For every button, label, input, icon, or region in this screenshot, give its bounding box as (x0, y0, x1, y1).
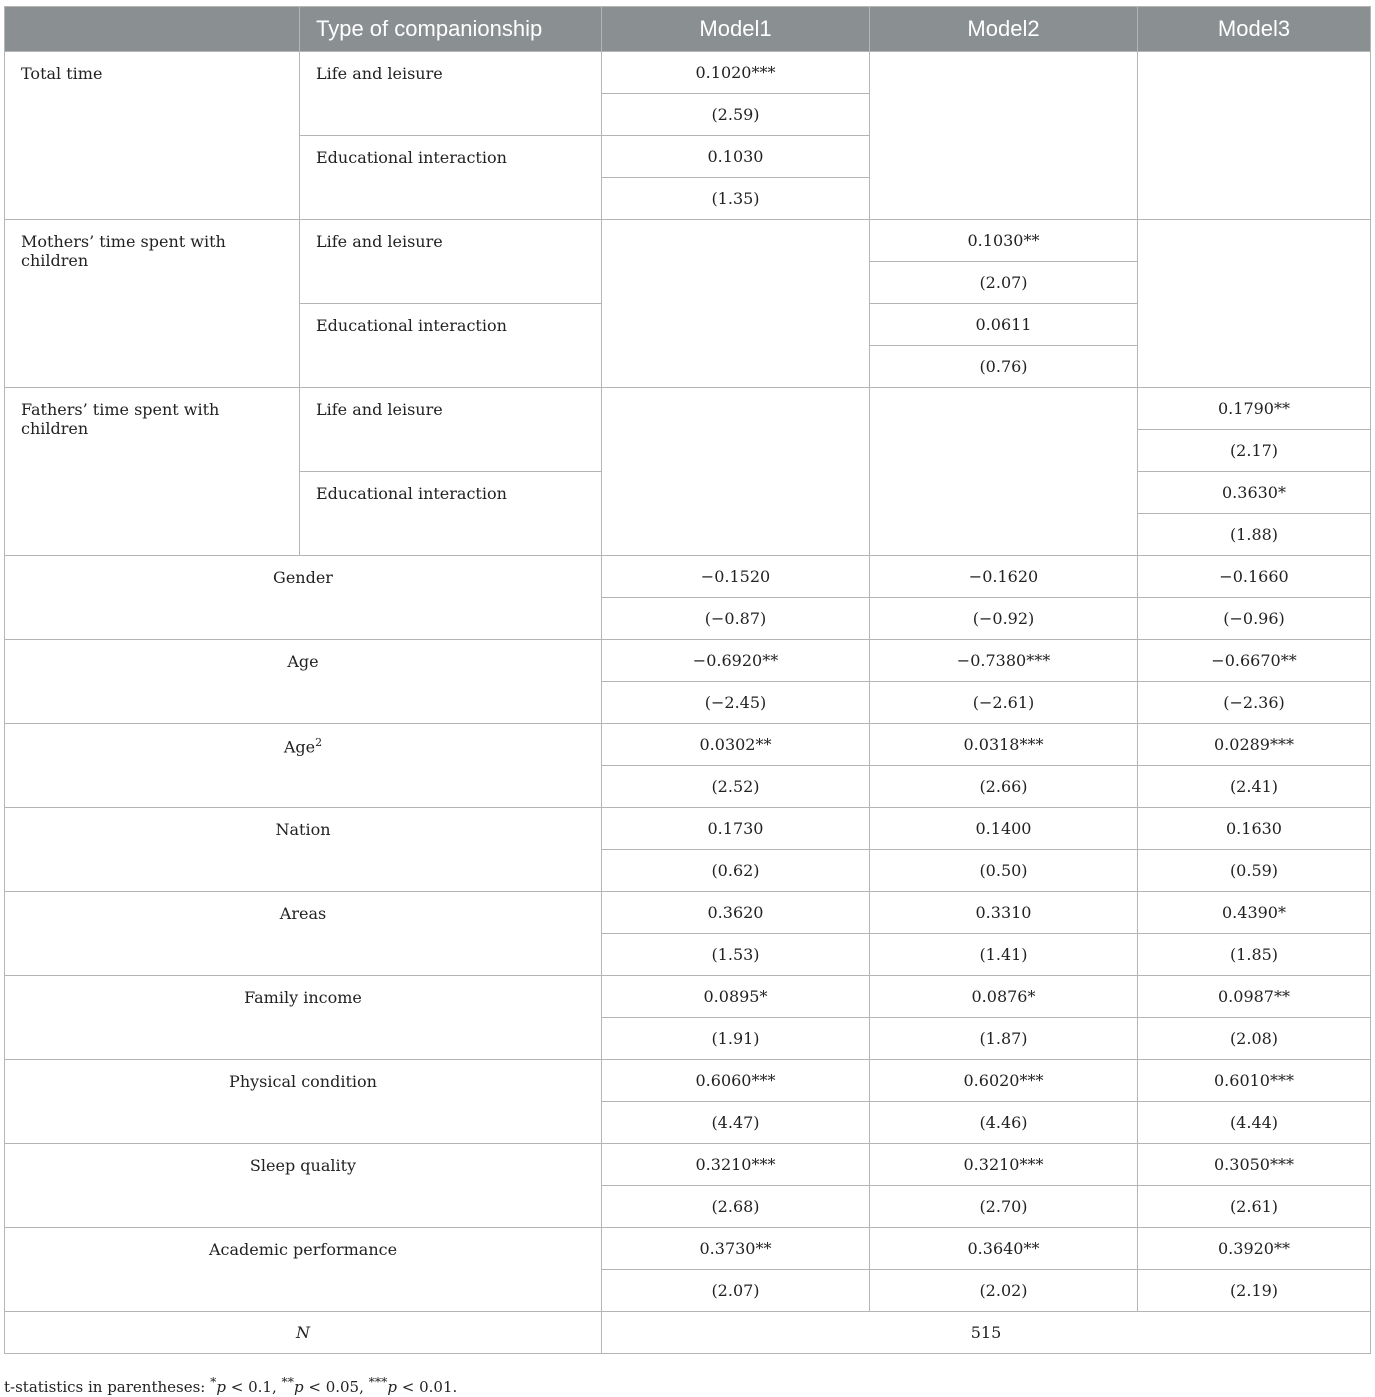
tstat-cell: (1.88) (1138, 514, 1371, 556)
table-footnote (4, 1374, 457, 1396)
n-row (5, 1312, 1371, 1354)
control-label-nation: Nation (5, 808, 602, 892)
coef-cell: 0.0987** (1138, 976, 1371, 1018)
tstat-cell: (2.68) (602, 1186, 870, 1228)
table-row (5, 1144, 1371, 1186)
superscript: 2 (315, 736, 323, 749)
empty-cell (602, 388, 870, 556)
footnote-cond-1: < 0.1, (225, 1378, 282, 1396)
tstat-cell: (0.50) (870, 850, 1138, 892)
coef-cell: 0.3630* (1138, 472, 1371, 514)
header-model3: Model3 (1138, 7, 1371, 52)
control-label-age-squared (5, 724, 602, 808)
empty-cell (870, 52, 1138, 220)
tstat-cell: (0.62) (602, 850, 870, 892)
footnote-prefix: t-statistics in parentheses: (4, 1378, 211, 1396)
footnote-star-2: ** (281, 1374, 294, 1389)
tstat-cell: (1.53) (602, 934, 870, 976)
control-label-areas: Areas (5, 892, 602, 976)
type-label: Educational interaction (300, 136, 602, 220)
tstat-cell: (1.35) (602, 178, 870, 220)
group-label-mothers-time: Mothers’ time spent with children (5, 220, 300, 388)
coef-cell: 0.6010*** (1138, 1060, 1371, 1102)
tstat-cell: (2.66) (870, 766, 1138, 808)
table-row (5, 220, 1371, 262)
coef-cell: 0.0318*** (870, 724, 1138, 766)
table-row (5, 640, 1371, 682)
type-label: Educational interaction (300, 472, 602, 556)
control-label-physical-condition: Physical condition (5, 1060, 602, 1144)
coef-cell: 0.1790** (1138, 388, 1371, 430)
tstat-cell: (2.52) (602, 766, 870, 808)
n-value: 515 (602, 1312, 1371, 1354)
coef-cell: 0.1030 (602, 136, 870, 178)
header-row (5, 7, 1371, 52)
coef-cell: 0.3310 (870, 892, 1138, 934)
coef-cell: −0.6670** (1138, 640, 1371, 682)
header-variable (5, 7, 300, 52)
type-label: Life and leisure (300, 220, 602, 304)
coef-cell: 0.0611 (870, 304, 1138, 346)
tstat-cell: (−0.87) (602, 598, 870, 640)
footnote-star-1: * (210, 1374, 217, 1389)
footnote-cond-2: < 0.05, (303, 1378, 369, 1396)
control-label-academic-performance: Academic performance (5, 1228, 602, 1312)
tstat-cell: (−2.45) (602, 682, 870, 724)
coef-cell: 0.1630 (1138, 808, 1371, 850)
group-label-fathers-time: Fathers’ time spent with children (5, 388, 300, 556)
table-row (5, 976, 1371, 1018)
footnote-p-2: p (293, 1378, 304, 1396)
coef-cell: 0.3640** (870, 1228, 1138, 1270)
tstat-cell: (4.44) (1138, 1102, 1371, 1144)
table-row (5, 556, 1371, 598)
tstat-cell: (−2.61) (870, 682, 1138, 724)
type-label: Life and leisure (300, 52, 602, 136)
coef-cell: 0.6020*** (870, 1060, 1138, 1102)
control-label-sleep-quality: Sleep quality (5, 1144, 602, 1228)
coef-cell: 0.6060*** (602, 1060, 870, 1102)
regression-table (4, 6, 1371, 1354)
coef-cell: −0.1620 (870, 556, 1138, 598)
coef-cell: 0.4390* (1138, 892, 1371, 934)
coef-cell: 0.0302** (602, 724, 870, 766)
coef-cell: 0.3210*** (870, 1144, 1138, 1186)
coef-cell: 0.3730** (602, 1228, 870, 1270)
type-label: Educational interaction (300, 304, 602, 388)
tstat-cell: (2.41) (1138, 766, 1371, 808)
tstat-cell: (−0.92) (870, 598, 1138, 640)
control-label-gender: Gender (5, 556, 602, 640)
tstat-cell: (2.02) (870, 1270, 1138, 1312)
coef-cell: 0.3620 (602, 892, 870, 934)
table-row (5, 892, 1371, 934)
tstat-cell: (2.59) (602, 94, 870, 136)
control-label-age: Age (5, 640, 602, 724)
coef-cell: 0.1020*** (602, 52, 870, 94)
coef-cell: 0.0895* (602, 976, 870, 1018)
table-row (5, 808, 1371, 850)
empty-cell (602, 220, 870, 388)
tstat-cell: (4.47) (602, 1102, 870, 1144)
tstat-cell: (1.41) (870, 934, 1138, 976)
tstat-cell: (1.85) (1138, 934, 1371, 976)
coef-cell: 0.1730 (602, 808, 870, 850)
coef-cell: 0.1030** (870, 220, 1138, 262)
header-model1: Model1 (602, 7, 870, 52)
coef-cell: 0.0876* (870, 976, 1138, 1018)
n-label: N (5, 1312, 602, 1354)
coef-cell: −0.6920** (602, 640, 870, 682)
footnote-p-3: p (387, 1378, 397, 1396)
tstat-cell: (2.08) (1138, 1018, 1371, 1060)
tstat-cell: (0.76) (870, 346, 1138, 388)
control-label-family-income: Family income (5, 976, 602, 1060)
table-row (5, 52, 1371, 94)
tstat-cell: (−2.36) (1138, 682, 1371, 724)
tstat-cell: (2.07) (602, 1270, 870, 1312)
coef-cell: 0.3050*** (1138, 1144, 1371, 1186)
tstat-cell: (2.19) (1138, 1270, 1371, 1312)
coef-cell: 0.0289*** (1138, 724, 1371, 766)
tstat-cell: (1.87) (870, 1018, 1138, 1060)
tstat-cell: (2.70) (870, 1186, 1138, 1228)
empty-cell (1138, 220, 1371, 388)
tstat-cell: (4.46) (870, 1102, 1138, 1144)
footnote-star-3: *** (368, 1374, 388, 1389)
coef-cell: 0.1400 (870, 808, 1138, 850)
coef-cell: −0.1520 (602, 556, 870, 598)
header-model2: Model2 (870, 7, 1138, 52)
footnote-p-1: p (216, 1378, 226, 1396)
empty-cell (1138, 52, 1371, 220)
table-row (5, 1060, 1371, 1102)
tstat-cell: (2.07) (870, 262, 1138, 304)
footnote-cond-3: < 0.01. (397, 1378, 458, 1396)
tstat-cell: (2.61) (1138, 1186, 1371, 1228)
tstat-cell: (1.91) (602, 1018, 870, 1060)
table-row (5, 388, 1371, 430)
tstat-cell: (−0.96) (1138, 598, 1371, 640)
group-label-total-time: Total time (5, 52, 300, 220)
empty-cell (870, 388, 1138, 556)
type-label: Life and leisure (300, 388, 602, 472)
coef-cell: −0.7380*** (870, 640, 1138, 682)
table-row (5, 1228, 1371, 1270)
coef-cell: 0.3210*** (602, 1144, 870, 1186)
coef-cell: 0.3920** (1138, 1228, 1371, 1270)
header-type-of-companionship: Type of companionship (300, 7, 602, 52)
age-squared-label: Age (283, 737, 316, 757)
coef-cell: −0.1660 (1138, 556, 1371, 598)
tstat-cell: (2.17) (1138, 430, 1371, 472)
tstat-cell: (0.59) (1138, 850, 1371, 892)
table-row (5, 724, 1371, 766)
